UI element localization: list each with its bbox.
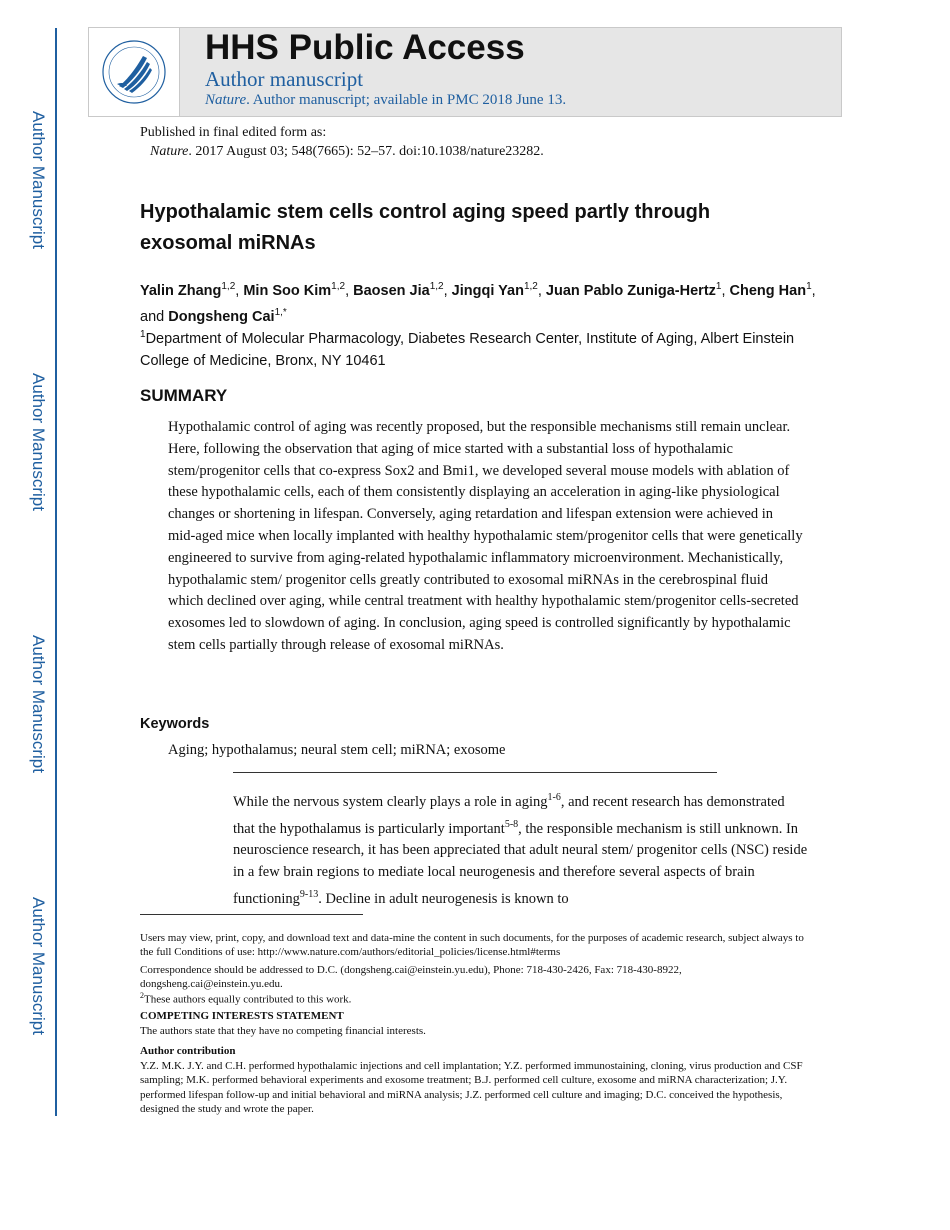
- terms-footnote: Users may view, print, copy, and download text and data-mine the content in such documents, for the purposes of academic research, subject always to the full Conditions of use: http://www.nature.com/authors/editorial_policies/license.html#terms: [140, 932, 804, 959]
- availability: Nature. Author manuscript; available in PMC 2018 June 13.: [205, 92, 567, 108]
- competing-heading: COMPETING INTERESTS STATEMENT: [140, 1010, 344, 1022]
- citation: Nature. 2017 August 03; 548(7665): 52–57. doi:10.1038/nature23282.: [150, 144, 544, 159]
- author-list: Yalin Zhang$^{1,2}$, Min Soo Kim$^{1,2}$, Baosen Jia$^{1,2}$, Jingqi Yan$^{1,2}$, Juan Pablo Zuniga-Hertz$^1$, Cheng Han$^1$, and Dongsheng Cai$^{1,*}$: [140, 281, 816, 325]
- intro-paragraph: While the nervous system clearly plays a role in aging$^{1-6}$, and recent research has demonstrated that the hypothalamus is particularly important$^{5-8}$, the responsible mechanism is still unknown. In neuroscience research, it has been appreciated that adult neural stem/ progenitor cells (NSC) reside in a few brain regions to mediate local neurogenesis and therefore several aspects of brain functioning$^{9-13}$. Decline in adult neurogenesis is known to: [233, 792, 808, 907]
- hhs-eagle-icon: [97, 36, 171, 108]
- keywords-list: Aging; hypothalamus; neural stem cell; miRNA; exosome: [168, 742, 506, 758]
- section-divider: [233, 772, 717, 773]
- manuscript-type: Author manuscript: [205, 67, 364, 91]
- article-title: Hypothalamic stem cells control aging speed partly through exosomal miRNAs: [140, 201, 711, 254]
- equal-contribution-footnote: $^2$These authors equally contributed to this work.: [140, 991, 352, 1006]
- summary-heading: SUMMARY: [140, 386, 228, 405]
- contribution-heading: Author contribution: [140, 1045, 236, 1057]
- publication-info: Published in final edited form as: Nature. 2017 August 03; 548(7665): 52–57. doi:10.1038/nature23282.: [140, 125, 544, 159]
- affiliation: $^1$Department of Molecular Pharmacology, Diabetes Research Center, Institute of Aging, Albert Einstein College of Medicine, Bronx, NY 10461: [140, 329, 795, 369]
- footnote-divider: [140, 914, 363, 915]
- contribution-text: Y.Z. M.K. J.Y. and C.H. performed hypothalamic injections and cell implantation; Y.Z. performed immunostaining, cloning, virus production and CSF sampling; M.K. performed behavioral experiments and exosome treatment; B.J. performed cell culture, exosome and miRNA characterization; J.Y. performed lifespan follow-up and initial behavioral and miRNA analysis; J.Z. performed cell culture and imaging; D.C. conceived the hypothesis, designed the study and wrote the paper.: [140, 1060, 803, 1115]
- hhs-logo: [89, 28, 180, 116]
- keywords-heading: Keywords: [140, 716, 210, 732]
- summary-text: Hypothalamic control of aging was recently proposed, but the responsible mechanisms still remain unclear. Here, following the observation that aging of mice started with a substantial loss of hypothalamic stem/progenitor cells that co-express Sox2 and Bmi1, we developed several mouse models with ablation of these hypothalamic cells, each of them consistently displaying an acceleration in aging-like physiological changes or shortening in lifespan. Conversely, aging retardation and lifespan extension were achieved in mid-aged mice when locally implanted with healthy hypothalamic stem/progenitor cells that were genetically engineered to survive from aging-related hypothalamic inflammatory microenvironment. Mechanistically, hypothalamic stem/ progenitor cells greatly contributed to exosomal miRNAs in the cerebrospinal fluid which declined over aging, while central treatment with healthy hypothalamic stem/progenitor cells-secreted exosomes led to slowdown of aging. In conclusion, aging speed is controlled significantly by hypothalamic stem cells partially through release of exosomal miRNAs.: [168, 419, 803, 653]
- competing-text: The authors state that they have no competing financial interests.: [140, 1025, 426, 1037]
- correspondence-footnote: Correspondence should be addressed to D.C. (dongsheng.cai@einstein.yu.edu), Phone: 718-430-2426, Fax: 718-430-8922, dongsheng.cai@einstein.yu.edu.: [140, 964, 682, 991]
- hhs-title: HHS Public Access: [205, 28, 525, 67]
- sidebar-rule: [55, 28, 57, 1116]
- hhs-header: [88, 27, 842, 117]
